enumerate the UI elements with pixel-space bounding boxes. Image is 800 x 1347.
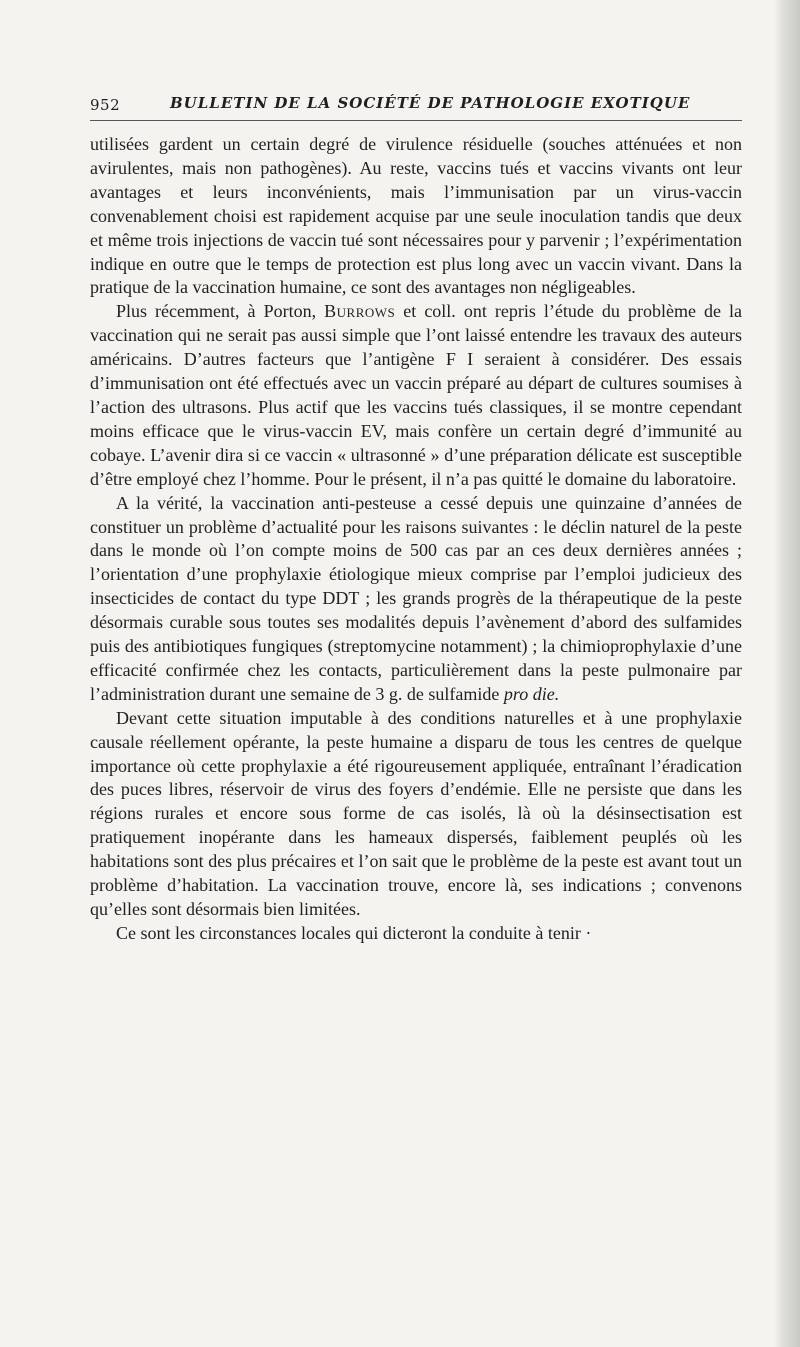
paragraph-5: Ce sont les circonstances locales qui dicteront la conduite à tenir · — [116, 922, 592, 943]
running-title: BULLETIN DE LA SOCIÉTÉ DE PATHOLOGIE EXOTIQUE — [170, 94, 691, 112]
paragraph-2-start: Plus récemment, à Porton, — [116, 301, 325, 322]
author-name: Burrows — [324, 301, 396, 322]
article-body — [90, 133, 742, 946]
running-header — [90, 90, 742, 121]
page-number: 952 — [90, 96, 121, 114]
paragraph-3-text: A la vérité, la vaccination anti-pesteuse a cessé depuis une quinzaine d’années de constituer un problème d’actualité pour les raisons suivantes : le déclin naturel de la peste dans le monde où l’on compte moins de 500 cas par an ces deux dernières années ; l’orientation d’une prophylaxie étiologique mieux comprise par l’emploi judicieux des insecticides de contact du type DDT ; les grands progrès de la thérapeutique de la peste désormais curable sous toutes ses modalités depuis l’avènement d’abord des sulfamides puis des antibiotiques fungiques (streptomycine notamment) ; la chimioprophylaxie d’une efficacité confirmée chez les contacts, particulièrement dans la peste pulmonaire par l’administration durant une semaine de 3 g. de sulfamide — [90, 492, 742, 704]
paragraph-2-rest: et coll. ont repris l’étude du problème de la vaccination qui ne serait pas aussi simple que l’ont laissé entendre les travaux des auteurs américains. D’autres facteurs que l’antigène F I seraient à considérer. Des essais d’immunisation ont été effectués avec un vaccin préparé au départ de cultures soumises à l’action des ultrasons. Plus actif que les vaccins tués classiques, il se montre cependant moins efficace que le virus-vaccin EV, mais confère un certain degré d’immunité au cobaye. L’avenir dira si ce vaccin « ultrasonné » d’une préparation délicate est susceptible d’être employé chez l’homme. Pour le présent, il n’a pas quitté le domaine du laboratoire. — [90, 301, 742, 489]
paragraph-1: utilisées gardent un certain degré de virulence résiduelle (souches atténuées et non avirulentes, mais non pathogènes). Au reste, vaccins tués et vaccins vivants ont leur avantages et leurs inconvénients, mais l’immunisation par un virus-vaccin convenablement choisi est rapidement acquise par une seule inoculation tandis que deux et même trois injections de vaccin tué sont nécessaires pour y parvenir ; l’expérimentation indique en outre que le temps de protection est plus long avec un vaccin vivant. Dans la pratique de la vaccination humaine, ce sont des avantages non négligeables. — [90, 134, 742, 298]
book-spine-shadow — [774, 0, 800, 1347]
paragraph-3 — [90, 492, 742, 707]
paragraph-4: Devant cette situation imputable à des conditions naturelles et à une prophylaxie causale réellement opérante, la peste humaine a disparu de tous les centres de quelque importance où cette prophylaxie a été rigoureusement appliquée, entraînant l’éradication des puces libres, réservoir de virus des foyers d’endémie. Elle ne persiste que dans les régions rurales et encore sous forme de cas isolés, là où la désinsectisation est pratiquement inopérante dans les hameaux dispersés, faiblement peuplés où les habitations sont des plus précaires et l’on sait que le problème de la peste est avant tout un problème d’habitation. La vaccination trouve, encore là, ses indications ; convenons qu’elles sont désormais bien limitées. — [90, 707, 742, 919]
latin-phrase: pro die. — [503, 683, 560, 704]
paragraph-2 — [90, 300, 742, 491]
page — [90, 90, 742, 946]
